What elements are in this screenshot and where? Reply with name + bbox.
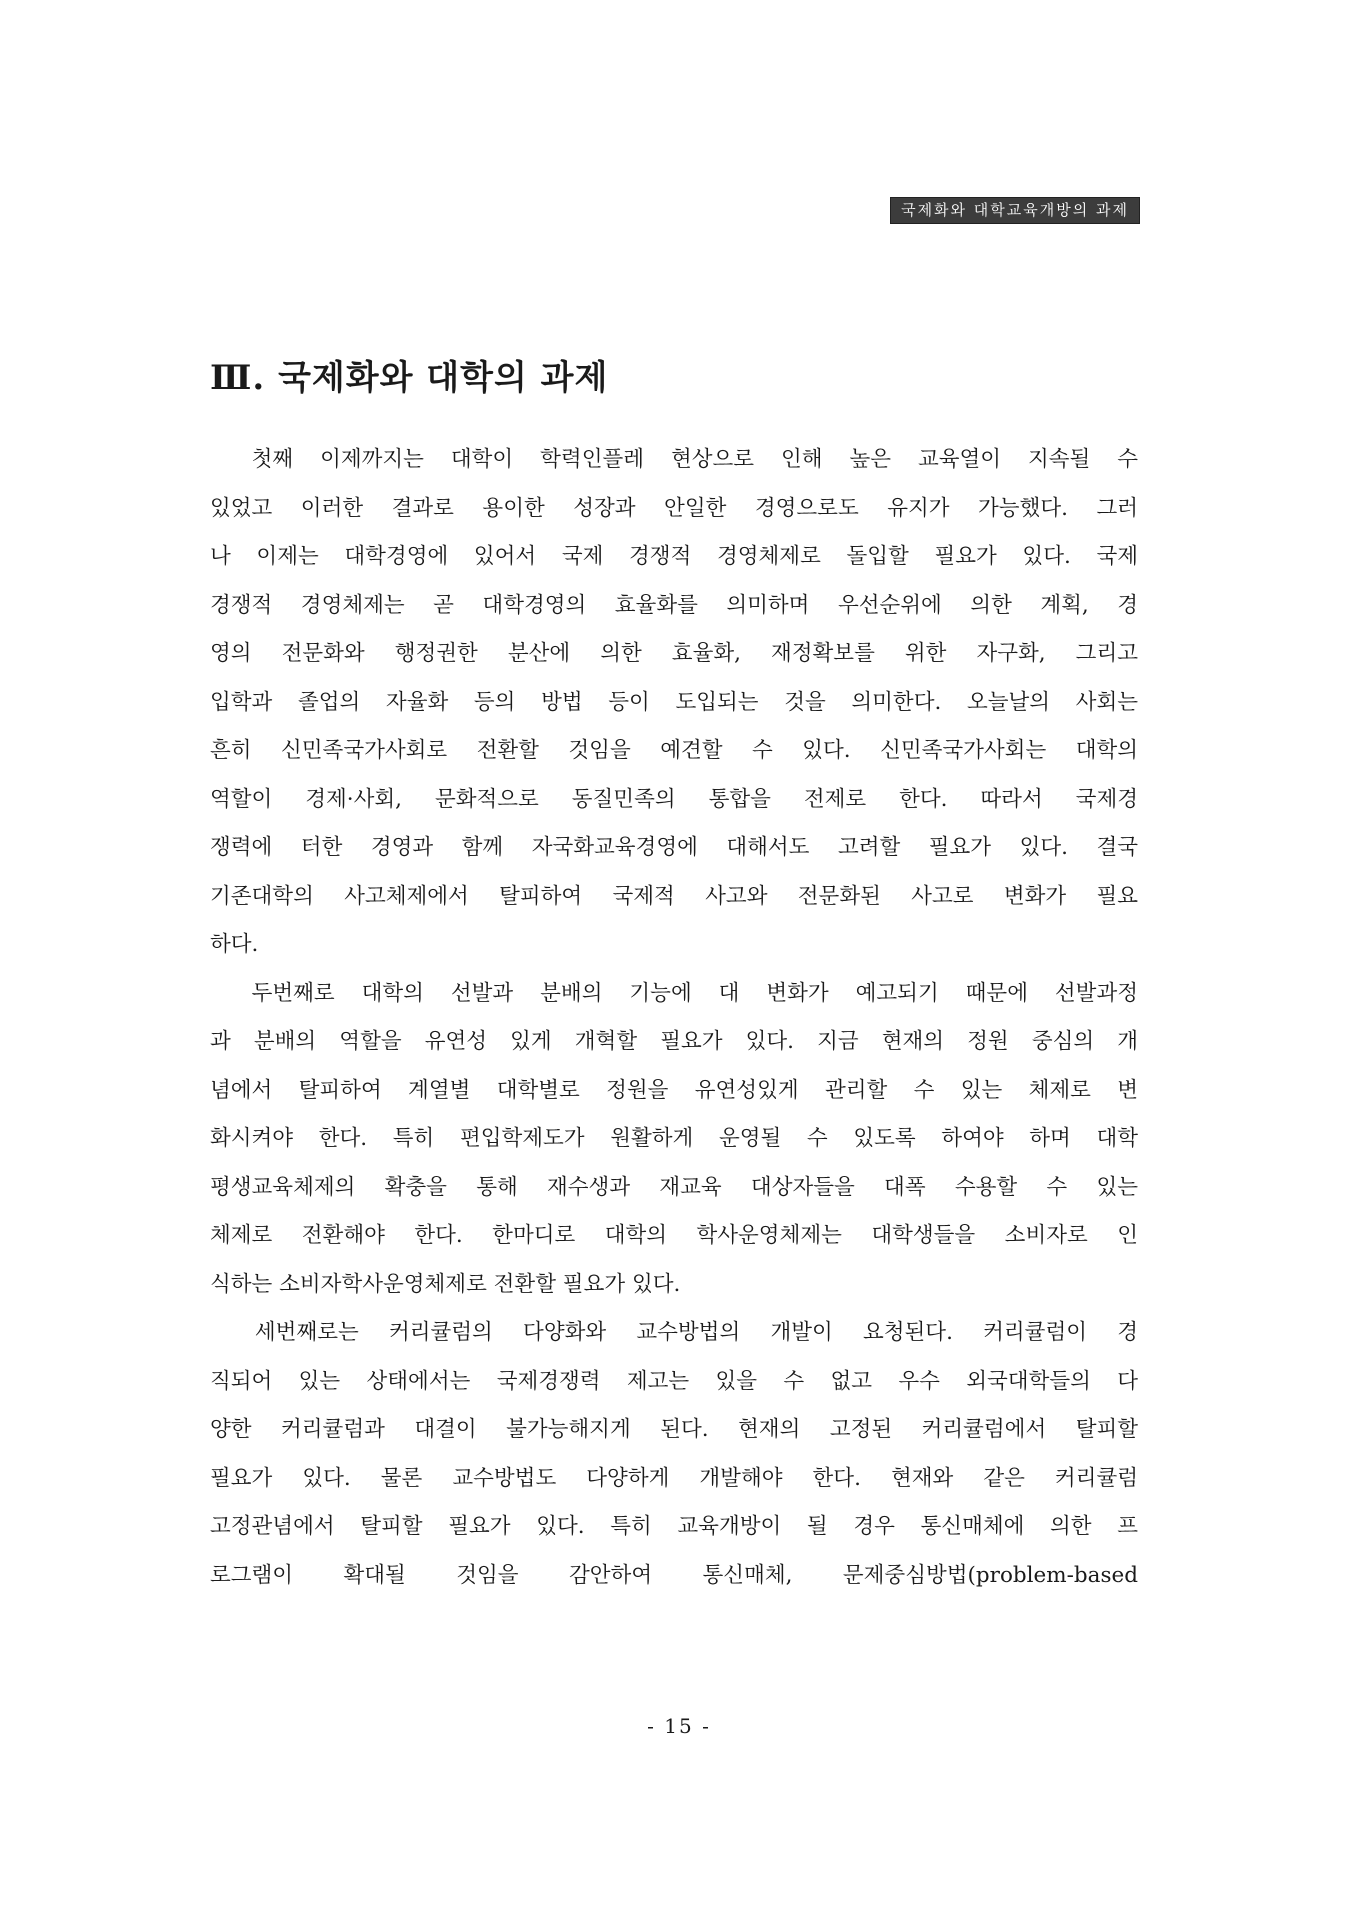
text-line: 평생교육체제의 확충을 통해 재수생과 재교육 대상자들을 대폭 수용할 수 있는: [210, 1174, 1138, 1200]
text-line: 양한 커리큘럼과 대결이 불가능해지게 된다. 현재의 고정된 커리큘럼에서 탈피할: [210, 1417, 1138, 1442]
section-title: Ⅲ. 국제화와 대학의 과제: [210, 358, 609, 398]
text-line: 첫째 이제까지는 대학이 학력인플레 현상으로 인해 높은 교육열이 지속될 수: [210, 447, 1138, 472]
text-line: 로그램이 확대될 것임을 감안하여 통신매체, 문제중심방법(problem-based: [210, 1562, 1138, 1588]
text-line: 체제로 전환해야 한다. 한마디로 대학의 학사운영체제는 대학생들을 소비자로 인: [210, 1223, 1138, 1248]
paragraph-1: [210, 436, 1138, 970]
running-header: 국제화와 대학교육개방의 과제: [890, 197, 1140, 224]
text-line: 있었고 이러한 결과로 용이한 성장과 안일한 경영으로도 유지가 가능했다. 그러: [210, 495, 1138, 521]
text-line: 념에서 탈피하여 계열별 대학별로 정원을 유연성있게 관리할 수 있는 체제로 변: [210, 1077, 1138, 1103]
page-number: - 15 -: [647, 1714, 711, 1738]
text-line: 하다.: [210, 932, 259, 957]
text-line: 입학과 졸업의 자율화 등의 방법 등이 도입되는 것을 의미한다. 오늘날의 사회는: [210, 689, 1138, 715]
text-line: 경쟁적 경영체제는 곧 대학경영의 효율화를 의미하며 우선순위에 의한 계획, 경: [210, 592, 1138, 618]
text-line: 기존대학의 사고체제에서 탈피하여 국제적 사고와 전문화된 사고로 변화가 필요: [210, 883, 1138, 909]
text-line: 고정관념에서 탈피할 필요가 있다. 특히 교육개방이 될 경우 통신매체에 의한 프: [210, 1514, 1138, 1539]
text-line: 화시켜야 한다. 특히 편입학제도가 원활하게 운영될 수 있도록 하여야 하며 대학: [210, 1126, 1138, 1151]
text-line: 과 분배의 역할을 유연성 있게 개혁할 필요가 있다. 지금 현재의 정원 중심의 개: [210, 1029, 1138, 1054]
text-line: 역할이 경제·사회, 문화적으로 동질민족의 통합을 전제로 한다. 따라서 국제경: [210, 786, 1138, 812]
paragraph-2: [210, 970, 1138, 1310]
text-line: 영의 전문화와 행정권한 분산에 의한 효율화, 재정확보를 위한 자구화, 그리고: [210, 641, 1138, 666]
text-line: 나 이제는 대학경영에 있어서 국제 경쟁적 경영체제로 돌입할 필요가 있다. 국제: [210, 544, 1138, 569]
text-line: 필요가 있다. 물론 교수방법도 다양하게 개발해야 한다. 현재와 같은 커리큘럼: [210, 1465, 1138, 1491]
text-line: 세번째로는 커리큘럼의 다양화와 교수방법의 개발이 요청된다. 커리큘럼이 경: [210, 1320, 1138, 1345]
paragraph-3: [210, 1309, 1138, 1600]
text-line: 식하는 소비자학사운영체제로 전환할 필요가 있다.: [210, 1271, 681, 1297]
text-line: 흔히 신민족국가사회로 전환할 것임을 예견할 수 있다. 신민족국가사회는 대학의: [210, 738, 1138, 763]
body-text: [210, 436, 1138, 1600]
text-line: 직되어 있는 상태에서는 국제경쟁력 제고는 있을 수 없고 우수 외국대학들의 다: [210, 1368, 1138, 1394]
text-line: 쟁력에 터한 경영과 함께 자국화교육경영에 대해서도 고려할 필요가 있다. 결국: [210, 835, 1138, 860]
text-line: 두번째로 대학의 선발과 분배의 기능에 대 변화가 예고되기 때문에 선발과정: [210, 980, 1138, 1006]
